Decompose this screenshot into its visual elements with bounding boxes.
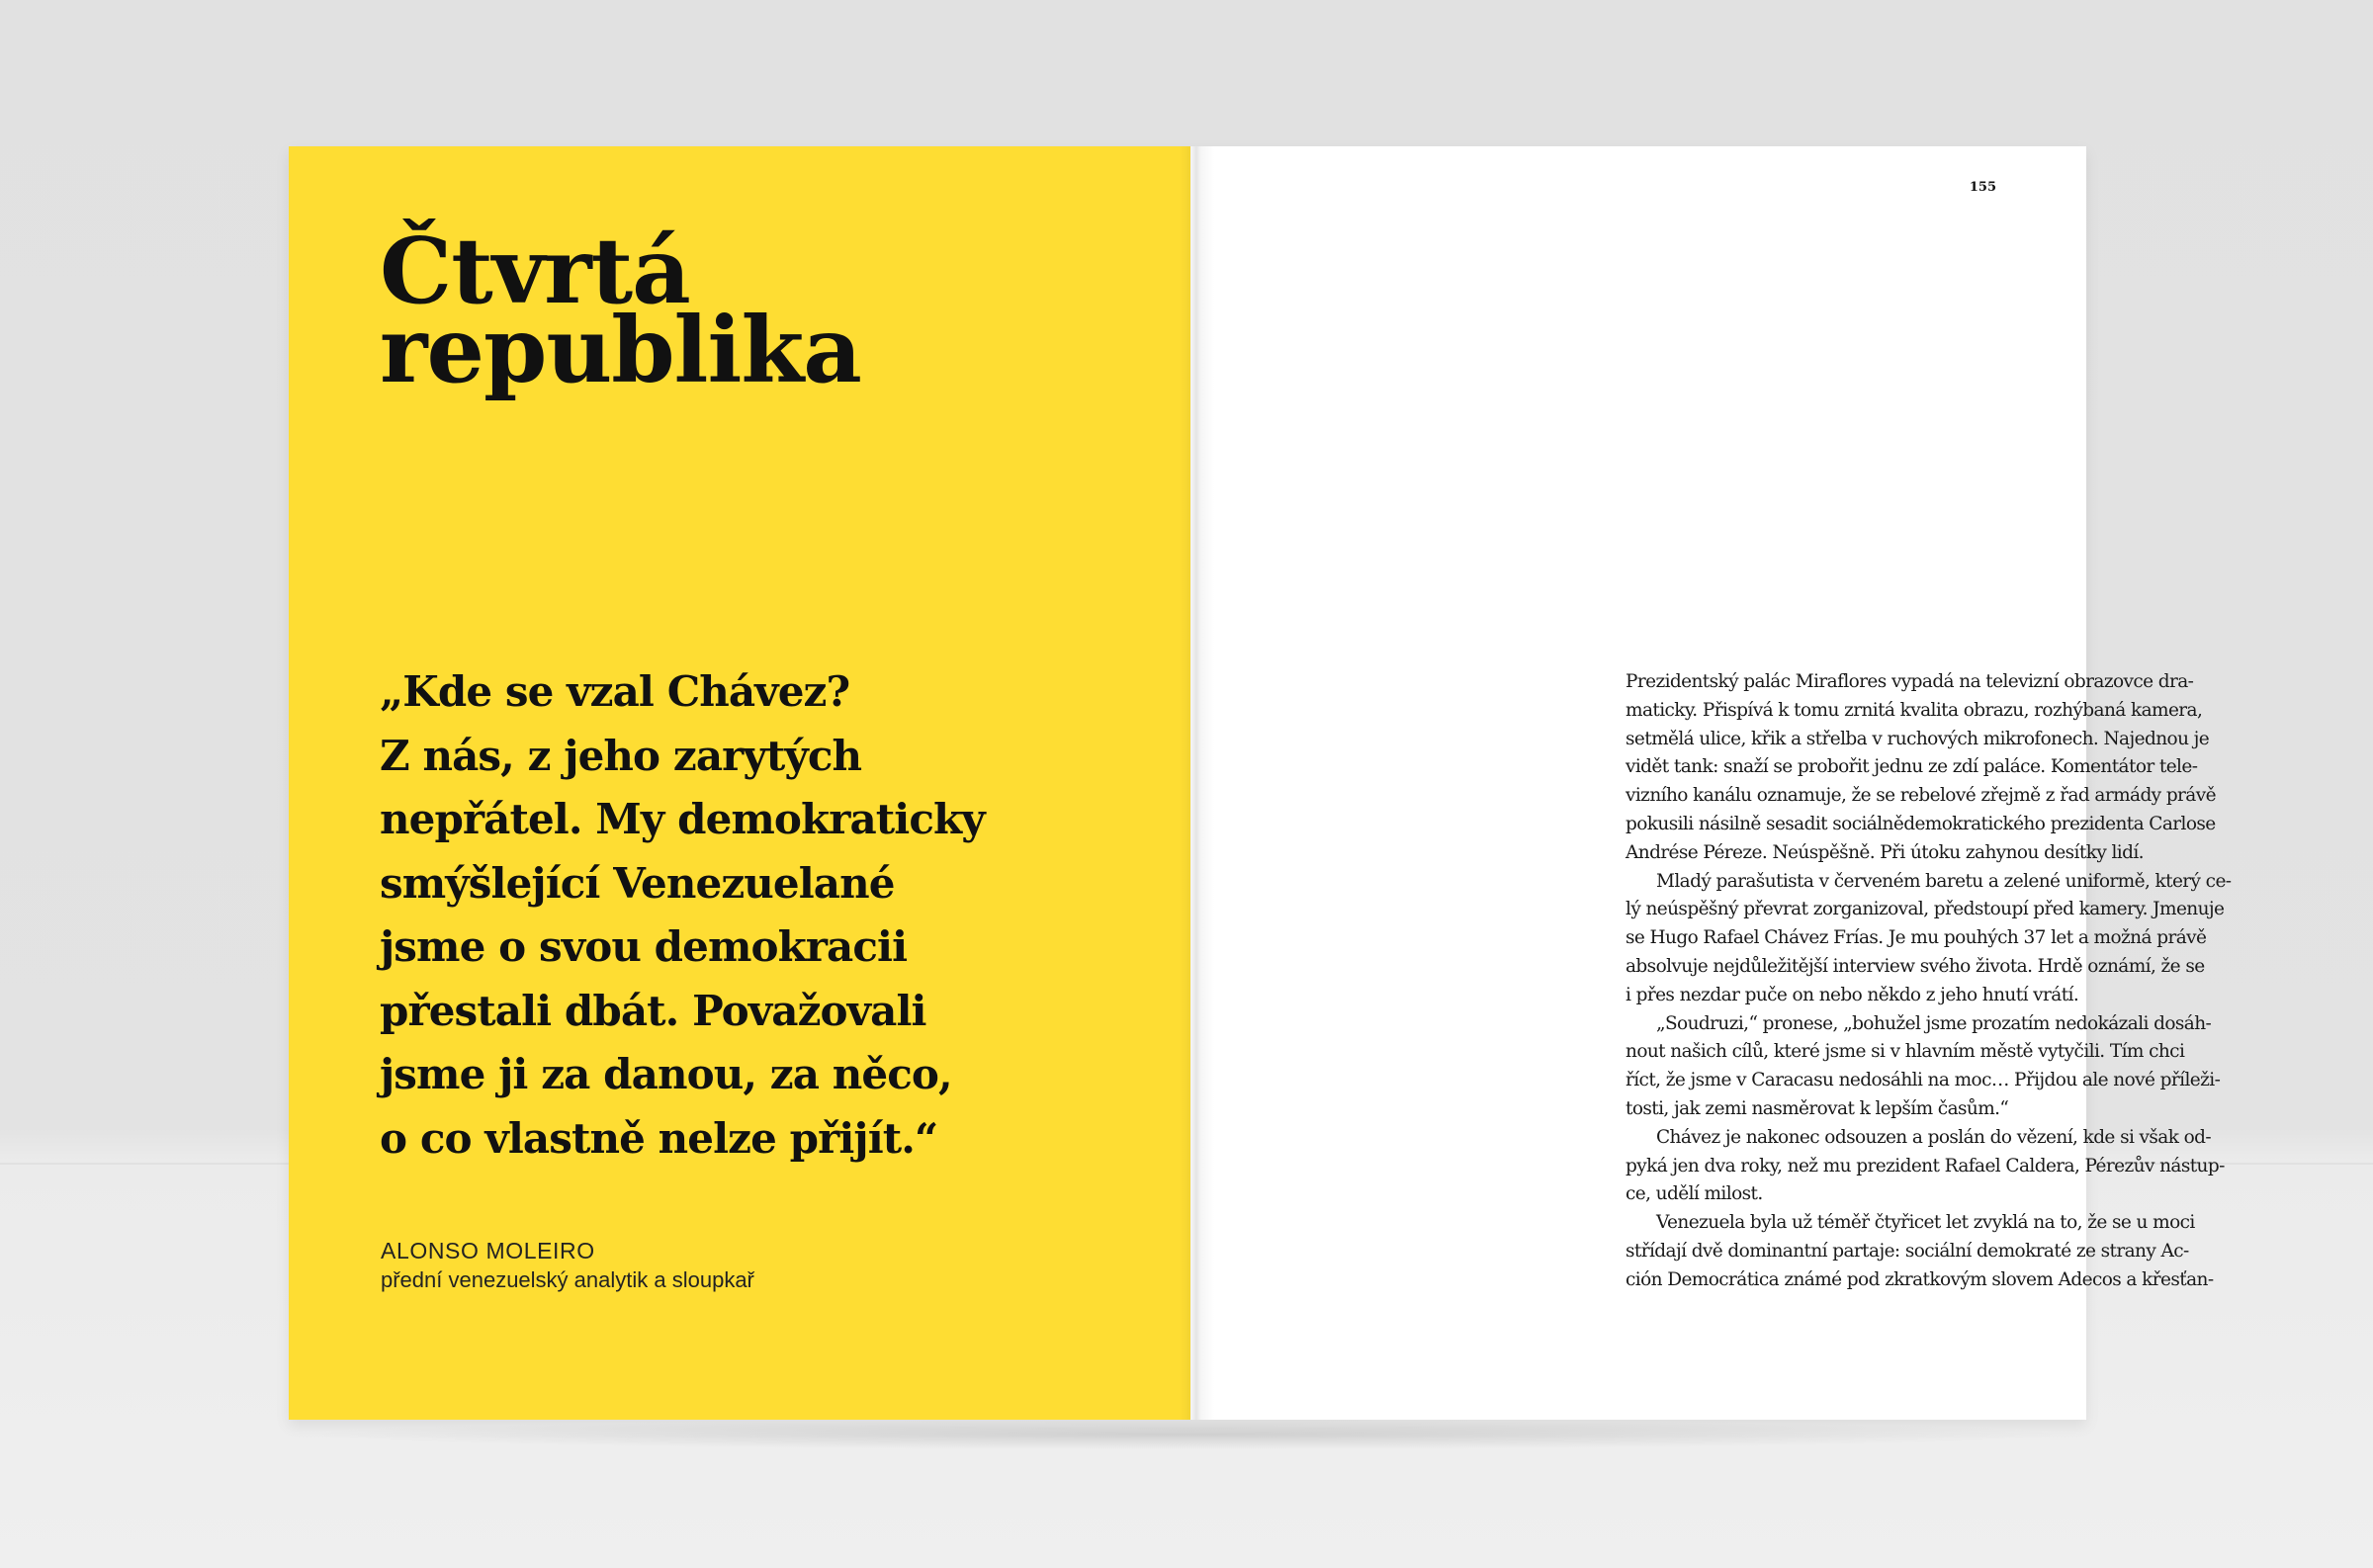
body-line: se Hugo Rafael Chávez Frías. Je mu pouhých 37 let a možná právě [1626,927,2207,949]
body-line: střídají dvě dominantní partaje: sociální demokraté ze strany Ac- [1626,1240,2189,1262]
chapter-title-line: Čtvrtá [380,218,690,324]
quote-line: Z nás, z jeho zarytých [380,731,862,780]
body-line: setmělá ulice, křik a střelba v ruchových mikrofonech. Najednou je [1626,728,2210,749]
right-page [1190,146,2232,1420]
body-line: pokusili násilně sesadit sociálnědemokratického prezidenta Carlose [1626,813,2216,834]
quote-line: „Kde se vzal Chávez? [380,667,850,716]
body-line: vidět tank: snaží se probořit jednu ze zdí paláce. Komentátor tele- [1626,756,2198,778]
body-line: „Soudruzi,“ pronese, „bohužel jsme prozatím nedokázali dosáh- [1656,1012,2212,1034]
body-line: absolvuje nejdůležitější interview svého života. Hrdě oznámí, že se [1626,955,2205,977]
body-line: i přes nezdar puče on nebo někdo z jeho hnutí vrátí. [1626,984,2079,1005]
chapter-title [380,218,861,403]
quote-line: nepřátel. My demokraticky [380,795,985,843]
body-line: Mladý parašutista v červeném baretu a zelené uniformě, který ce- [1656,870,2232,892]
quote-line: jsme ji za danou, za něco, [380,1050,952,1098]
author-role: přední venezuelský analytik a sloupkař [381,1267,754,1292]
left-page [289,146,1190,1420]
chapter-title-line: republika [380,297,861,403]
quote-line: smýšlející Venezuelané [380,858,895,908]
epigraph-quote [380,660,985,1171]
quote-line: jsme o svou demokracii [380,922,908,971]
body-line: Venezuela byla už téměř čtyřicet let zvyklá na to, že se u moci [1656,1212,2195,1234]
body-text [1626,668,2282,1295]
body-line: maticky. Přispívá k tomu zrnitá kvalita obrazu, rozhýbaná kamera, [1626,699,2203,721]
author-name: ALONSO MOLEIRO [381,1238,595,1263]
body-line: ce, udělí milost. [1626,1183,1763,1205]
body-line: pyká jen dva roky, než mu prezident Rafael Caldera, Pérezův nástup- [1626,1155,2225,1176]
body-line: Prezidentský palác Miraflores vypadá na televizní obrazovce dra- [1626,671,2194,692]
page-number: 155 [1969,180,1996,195]
body-line: vizního kanálu oznamuje, že se rebelové zřejmě z řad armády právě [1626,785,2216,807]
book-spread [289,146,2232,1420]
quote-line: přestali dbát. Považovali [380,986,926,1035]
book-shadow [297,1420,2076,1449]
quote-line: o co vlastně nelze přijít.“ [380,1113,938,1163]
body-line: tosti, jak zemi nasměrovat k lepším časům.“ [1626,1097,2009,1119]
body-line: nout našich cílů, které jsme si v hlavním městě vytyčili. Tím chci [1626,1041,2185,1063]
body-line: ción Democrática známé pod zkratkovým slovem Adecos a křesťan- [1626,1268,2214,1290]
body-line: říct, že jsme v Caracasu nedosáhli na moc… Přijdou ale nové příleži- [1626,1070,2221,1091]
body-line: lý neúspěšný převrat zorganizoval, předstoupí před kamery. Jmenuje [1626,899,2225,920]
body-line: Andrése Péreze. Neúspěšně. Při útoku zahynou desítky lidí. [1626,841,2144,863]
quote-attribution [381,1236,754,1295]
body-line: Chávez je nakonec odsouzen a poslán do vězení, kde si však od- [1656,1126,2212,1148]
